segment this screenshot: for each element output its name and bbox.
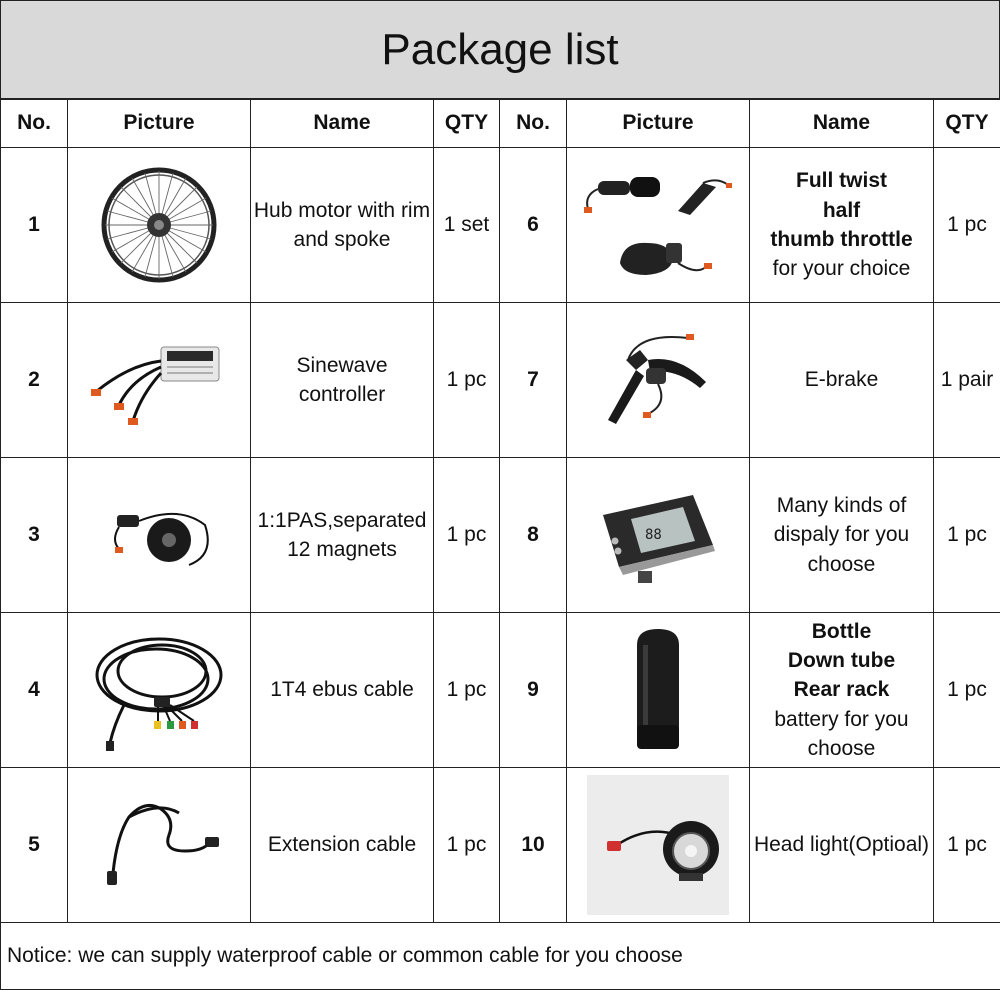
item-qty: 1 pc — [934, 458, 1000, 613]
item-qty: 1 pc — [934, 148, 1000, 303]
item-name: 1:1PAS,separated 12 magnets — [251, 458, 434, 613]
controller-icon — [79, 325, 239, 435]
battery-icon — [623, 625, 693, 755]
table-row — [1, 148, 1000, 303]
item-name: Many kinds of dispaly for you choose — [750, 458, 934, 613]
pas-sensor-icon — [89, 485, 229, 585]
item-picture — [68, 613, 251, 768]
cable-bundle-icon — [84, 625, 234, 755]
brake-lever-icon — [588, 320, 728, 440]
item-picture — [567, 148, 750, 303]
name-bold-line: half — [822, 198, 861, 222]
name-normal-line: choose — [807, 737, 876, 761]
item-qty: 1 pc — [434, 768, 500, 923]
item-name — [750, 613, 934, 768]
item-picture — [68, 768, 251, 923]
item-name: Sinewave controller — [251, 303, 434, 458]
item-name: Extension cable — [251, 768, 434, 923]
item-number: 4 — [1, 613, 68, 768]
item-qty: 1 set — [434, 148, 500, 303]
name-bold-line: Full twist — [796, 169, 887, 193]
name-normal-line: battery for you — [774, 707, 909, 731]
item-qty: 1 pc — [434, 613, 500, 768]
item-qty: 1 pc — [434, 303, 500, 458]
item-picture — [567, 303, 750, 458]
header-name: Name — [750, 99, 934, 148]
package-table — [0, 98, 1000, 990]
item-picture — [68, 148, 251, 303]
item-name: 1T4 ebus cable — [251, 613, 434, 768]
header-qty: QTY — [434, 99, 500, 148]
name-bold-line: Down tube — [787, 648, 896, 672]
throttle-icon — [578, 163, 738, 288]
headlight-icon — [587, 775, 729, 915]
name-bold-line: Bottle — [811, 619, 872, 643]
display-icon — [583, 485, 733, 585]
name-normal-line: for your choice — [772, 257, 911, 281]
item-number: 3 — [1, 458, 68, 613]
item-number: 6 — [500, 148, 567, 303]
item-picture — [567, 458, 750, 613]
header-qty: QTY — [934, 99, 1000, 148]
item-name: Hub motor with rim and spoke — [251, 148, 434, 303]
table-row — [1, 613, 1000, 768]
header-no: No. — [1, 99, 68, 148]
item-picture — [567, 613, 750, 768]
item-number: 5 — [1, 768, 68, 923]
table-row — [1, 303, 1000, 458]
item-qty: 1 pc — [934, 613, 1000, 768]
item-qty: 1 pair — [934, 303, 1000, 458]
notice-row — [1, 923, 1000, 990]
item-number: 1 — [1, 148, 68, 303]
item-qty: 1 pc — [434, 458, 500, 613]
header-picture: Picture — [68, 99, 251, 148]
item-name: Head light(Optioal) — [750, 768, 934, 923]
extension-cable-icon — [89, 795, 229, 895]
item-number: 2 — [1, 303, 68, 458]
header-no: No. — [500, 99, 567, 148]
item-picture — [567, 768, 750, 923]
page-title: Package list — [0, 0, 1000, 100]
wheel-icon — [99, 165, 219, 285]
header-picture: Picture — [567, 99, 750, 148]
item-qty: 1 pc — [934, 768, 1000, 923]
item-number: 10 — [500, 768, 567, 923]
item-picture — [68, 303, 251, 458]
header-row — [1, 99, 1000, 148]
item-name: E-brake — [750, 303, 934, 458]
table-row — [1, 458, 1000, 613]
table-row — [1, 768, 1000, 923]
item-number: 8 — [500, 458, 567, 613]
item-number: 9 — [500, 613, 567, 768]
header-name: Name — [251, 99, 434, 148]
item-number: 7 — [500, 303, 567, 458]
item-name — [750, 148, 934, 303]
name-bold-line: Rear rack — [793, 678, 890, 702]
item-picture — [68, 458, 251, 613]
notice-text: Notice: we can supply waterproof cable or common cable for you choose — [1, 923, 1000, 990]
svg-text:88: 88 — [645, 527, 662, 543]
name-bold-line: thumb throttle — [770, 228, 913, 251]
